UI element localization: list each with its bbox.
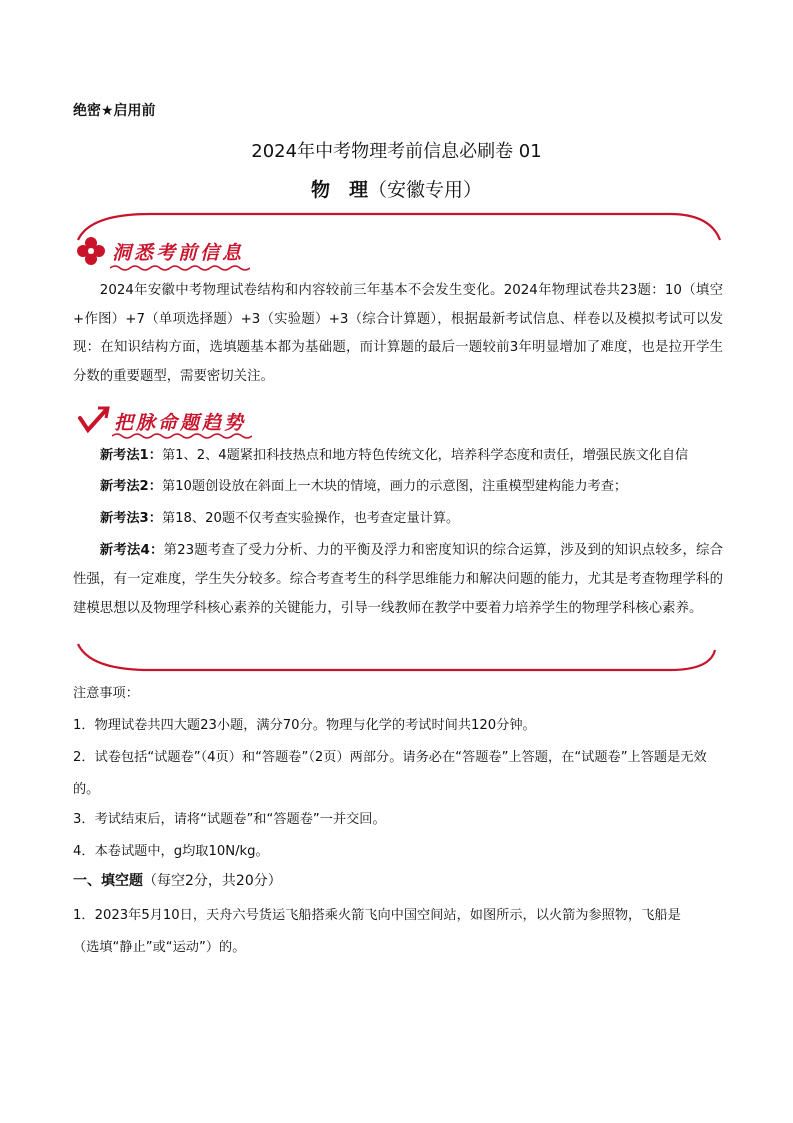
intro-paragraph: 2024年安徽中考物理试卷结构和内容较前三年基本不会发生变化。2024年物理试卷共23题：10（填空+作图）+7（单项选择题）+3（实验题）+3（综合计算题），根据最新考试信息、样卷以及模拟考试可以发现：在知识结构方面，选填题基本都为基础题，而计算题的最后一题较前3年明显增加了难度，也是拉开学生分数的重要题型，需要密切关注。 bbox=[73, 283, 723, 384]
trend-arrow-icon bbox=[76, 404, 110, 434]
section-1-heading bbox=[73, 870, 282, 890]
question-1 bbox=[73, 900, 723, 932]
heading-wave-decoration bbox=[110, 264, 250, 272]
trend-text: 第23题考查了受力分析、力的平衡及浮力和密度知识的综合运算，涉及到的知识点较多，综合性强，有一定难度，学生失分较多。综合考查考生的科学思维能力和解决问题的能力，尤其是考查物理学科的建模思想以及物理学科核心素养的关键能力，引导一线教师在教学中要着力培养学生的物理学科核心素养。 bbox=[73, 543, 723, 616]
notice-item-2: 2．试卷包括“试题卷”（4页）和“答题卷”（2页）两部分。请务必在“答题卷”上答题，在“试题卷”上答题是无效的。 bbox=[73, 750, 707, 797]
trend-label: 新考法2： bbox=[100, 479, 162, 494]
section-heading-exam-info: 洞悉考前信息 bbox=[112, 242, 245, 264]
trend-label: 新考法1： bbox=[100, 448, 162, 463]
question-1-text: 1．2023年5月10日，天舟六号货运飞船搭乘火箭飞向中国空间站，如图所示，以火箭为参照物，飞船是 bbox=[73, 908, 681, 923]
section-heading-trends: 把脉命题趋势 bbox=[114, 412, 247, 434]
trend-item-3 bbox=[100, 503, 722, 535]
section-1-note: （每空2分，共20分） bbox=[143, 873, 282, 889]
notice-item-1: 1．物理试卷共四大题23小题，满分70分。物理与化学的考试时间共120分钟。 bbox=[73, 718, 536, 733]
page-title: 2024年中考物理考前信息必刷卷 01 bbox=[251, 141, 542, 162]
question-1-options: （选填“静止”或“运动”）的。 bbox=[73, 940, 246, 955]
trend-label: 新考法3： bbox=[100, 511, 162, 526]
section-1-title: 一、填空题 bbox=[73, 873, 143, 889]
trend-label: 新考法4： bbox=[99, 543, 164, 558]
notice-item-4: 4．本卷试题中，g均取10N/kg。 bbox=[73, 844, 269, 859]
flower-icon bbox=[76, 236, 106, 266]
trend-text: 第18、20题不仅考查实验操作，也考查定量计算。 bbox=[161, 511, 460, 526]
province-label: （安徽专用） bbox=[368, 179, 483, 201]
question-1-continuation bbox=[73, 932, 723, 964]
trend-text: 第10题创设放在斜面上一木块的情境，画力的示意图，注重模型建构能力考查； bbox=[161, 479, 628, 494]
trend-text: 第1、2、4题紧扣科技热点和地方特色传统文化，培养科学态度和责任，增强民族文化自信 bbox=[161, 448, 689, 463]
notice-title: 注意事项： bbox=[73, 686, 139, 701]
subject-label: 物 理 bbox=[310, 179, 368, 201]
notice-item-3: 3．考试结束后，请将“试题卷”和“答题卷”一并交回。 bbox=[73, 812, 386, 827]
heading-wave-decoration-2 bbox=[112, 432, 252, 440]
trend-item-4 bbox=[73, 536, 723, 623]
trend-item-2 bbox=[100, 471, 722, 503]
page-subtitle bbox=[0, 175, 793, 202]
trend-item-1 bbox=[100, 440, 722, 472]
confidential-label: 绝密★启用前 bbox=[73, 103, 156, 119]
